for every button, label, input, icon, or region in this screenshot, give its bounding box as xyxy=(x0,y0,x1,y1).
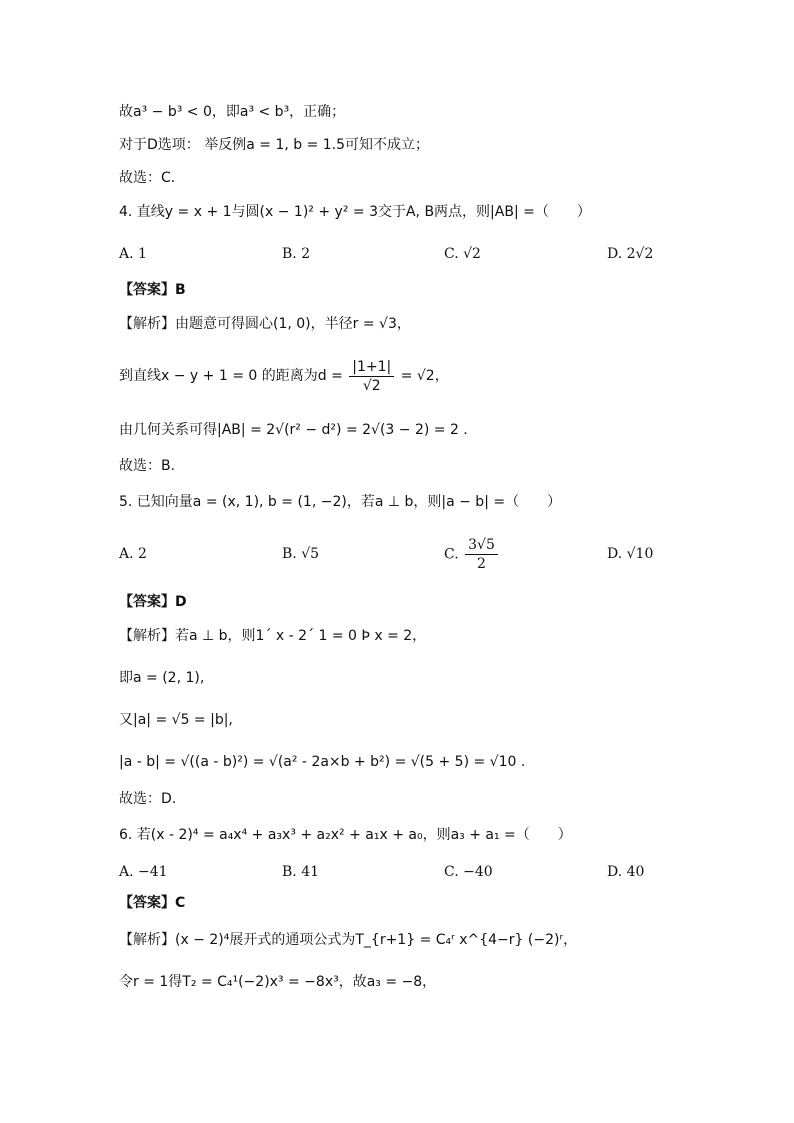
q4-option-b: B. 2 xyxy=(282,246,311,262)
q5-option-c-fraction xyxy=(465,536,498,573)
q4-explanation-1: 【解析】由题意可得圆心(1, 0)，半径r = √3， xyxy=(119,316,411,332)
q4-answer: 【答案】B xyxy=(119,282,186,298)
q5-explanation-4: |a - b| = √((a - b)²) = √(a² - 2a×b + b²) = √(5 + 5) = √10 . xyxy=(119,754,526,770)
q4-distance-fraction xyxy=(349,358,394,395)
fraction-denominator: 2 xyxy=(477,556,486,572)
question-4: 4. 直线y = x + 1与圆(x − 1)² + y² = 3交于A, B两点，则|AB| =（ ） xyxy=(119,204,591,220)
q4-explanation-3: 由几何关系可得|AB| = 2√(r² − d²) = 2√(3 − 2) = 2 . xyxy=(119,422,468,438)
q5-option-b: B. √5 xyxy=(282,546,320,562)
q4-explanation-2 xyxy=(119,356,449,396)
q5-explanation-2: 即a = (2, 1), xyxy=(119,670,205,686)
q5-explanation-3: 又|a| = √5 = |b|, xyxy=(119,712,233,728)
q5-explanation-1: 【解析】若a ⊥ b，则1´ x - 2´ 1 = 0 Þ x = 2， xyxy=(119,628,427,644)
q5-answer: 【答案】D xyxy=(119,594,187,610)
fraction-numerator: 3√5 xyxy=(465,536,498,555)
fraction-denominator: √2 xyxy=(362,377,381,394)
q4-exp2-text: 到直线x − y + 1 = 0 的距离为d = xyxy=(119,368,343,384)
fraction-numerator: |1+1| xyxy=(349,358,394,377)
q6-option-d: D. 40 xyxy=(607,864,645,880)
text-line: 对于D选项： 举反例a = 1, b = 1.5可知不成立； xyxy=(119,137,430,153)
q4-conclusion: 故选：B. xyxy=(119,458,176,474)
q5-conclusion: 故选：D. xyxy=(119,791,177,807)
q6-answer: 【答案】C xyxy=(119,895,186,911)
q5-option-c xyxy=(444,536,500,573)
q6-explanation-2: 令r = 1得T₂ = C₄¹(−2)x³ = −8x³，故a₃ = −8， xyxy=(119,974,437,990)
q6-explanation-1: 【解析】(x − 2)⁴展开式的通项公式为T_{r+1} = C₄ʳ x^{4−r} (−2)ʳ， xyxy=(119,932,578,948)
q5-option-a: A. 2 xyxy=(119,546,147,562)
q6-option-b: B. 41 xyxy=(282,864,320,880)
q4-exp2-result: = √2， xyxy=(400,368,449,384)
text-line: 故a³ − b³ < 0，即a³ < b³，正确； xyxy=(119,104,346,120)
q6-option-a: A. −41 xyxy=(119,864,168,880)
q6-option-c: C. −40 xyxy=(444,864,493,880)
q4-option-d: D. 2√2 xyxy=(607,246,654,262)
q5-option-d: D. √10 xyxy=(607,546,654,562)
text-line: 故选：C． xyxy=(119,170,185,186)
question-5: 5. 已知向量a = (x, 1), b = (1, −2)，若a ⊥ b，则|a − b| =（ ） xyxy=(119,494,562,510)
question-6: 6. 若(x - 2)⁴ = a₄x⁴ + a₃x³ + a₂x² + a₁x + a₀，则a₃ + a₁ =（ ） xyxy=(119,827,572,843)
q4-option-c: C. √2 xyxy=(444,246,481,262)
option-letter: C. xyxy=(444,546,459,563)
q4-option-a: A. 1 xyxy=(119,246,147,262)
